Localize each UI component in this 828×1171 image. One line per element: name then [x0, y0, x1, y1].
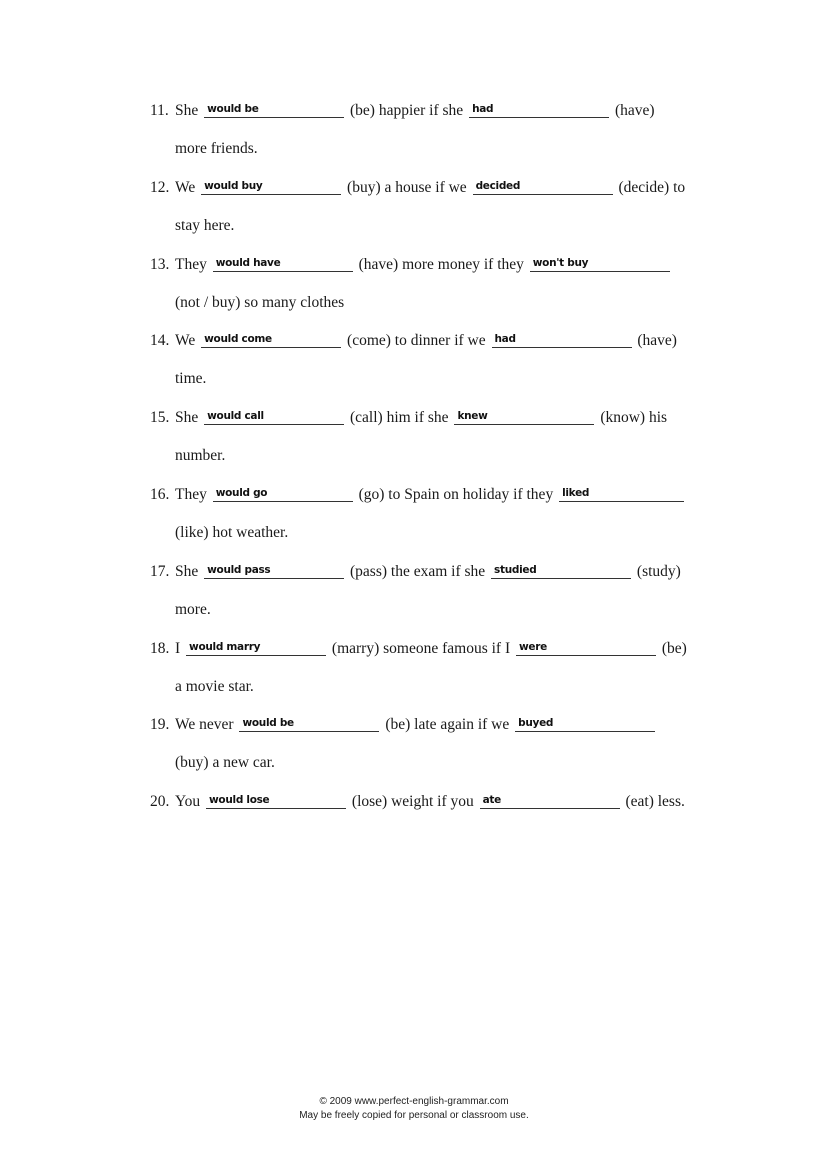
handwritten-answer: would have	[215, 257, 281, 269]
exercise-text: (lose) weight if you	[351, 793, 474, 810]
exercise-text: (have)	[637, 332, 677, 349]
exercise-subject: We	[175, 179, 196, 196]
answer-blank[interactable]	[201, 330, 341, 348]
handwritten-answer: studied	[494, 564, 537, 576]
exercise-subject: They	[175, 486, 207, 503]
handwritten-answer: knew	[457, 410, 488, 422]
exercise-text: (be) late again if we	[385, 716, 510, 733]
exercise-text: (have) more money if they	[358, 256, 524, 273]
exercise-number: 18.	[150, 640, 170, 657]
handwritten-answer: buyed	[518, 717, 554, 729]
handwritten-answer: liked	[562, 487, 590, 499]
exercise-text: (pass) the exam if she	[350, 563, 486, 580]
exercise-number: 16.	[150, 486, 170, 503]
answer-blank[interactable]	[491, 561, 631, 579]
answer-blank[interactable]	[186, 638, 326, 656]
answer-blank[interactable]	[213, 254, 353, 272]
exercise-continuation: a movie star.	[175, 678, 254, 695]
exercise-subject: You	[175, 793, 201, 810]
handwritten-answer: decided	[475, 180, 521, 192]
exercise-number: 15.	[150, 409, 170, 426]
exercise-text: (call) him if she	[350, 409, 449, 426]
exercise-number: 17.	[150, 563, 170, 580]
exercise-subject: She	[175, 409, 199, 426]
handwritten-answer: won't buy	[532, 257, 589, 269]
handwritten-answer: would be	[242, 717, 294, 729]
exercise-number: 13.	[150, 256, 170, 273]
exercise-number: 11.	[150, 102, 169, 119]
exercise-text: (eat) less.	[625, 793, 685, 810]
exercise-continuation: time.	[175, 370, 207, 387]
answer-blank[interactable]	[204, 100, 344, 118]
exercise-number: 19.	[150, 716, 170, 733]
exercise-line	[150, 406, 667, 430]
copyright-text: © 2009 www.perfect-english-grammar.com	[319, 1096, 509, 1107]
exercise-continuation: (buy) a new car.	[175, 754, 275, 771]
answer-blank[interactable]	[473, 177, 613, 195]
exercise-continuation: (not / buy) so many clothes	[175, 294, 345, 311]
answer-blank[interactable]	[516, 638, 656, 656]
answer-blank[interactable]	[201, 177, 341, 195]
exercise-line	[150, 790, 685, 814]
exercise-text: (have)	[614, 102, 655, 119]
exercise-text: (study)	[636, 563, 681, 580]
handwritten-answer: would marry	[189, 641, 261, 653]
handwritten-answer: had	[494, 333, 516, 345]
exercise-line	[150, 637, 687, 661]
exercise-line	[150, 99, 655, 123]
exercise-line	[150, 176, 685, 200]
handwritten-answer: would come	[204, 333, 272, 345]
answer-blank[interactable]	[454, 407, 594, 425]
answer-blank[interactable]	[206, 791, 346, 809]
exercise-continuation: (like) hot weather.	[175, 524, 289, 541]
exercise-text: (know) his	[600, 409, 668, 426]
answer-blank[interactable]	[559, 484, 684, 502]
exercise-number: 14.	[150, 332, 170, 349]
handwritten-answer: ate	[482, 794, 501, 806]
exercise-text: (decide) to	[618, 179, 686, 196]
answer-blank[interactable]	[204, 561, 344, 579]
answer-blank[interactable]	[239, 714, 379, 732]
answer-blank[interactable]	[480, 791, 620, 809]
exercise-subject: We	[175, 332, 196, 349]
exercise-number: 20.	[150, 793, 170, 810]
handwritten-answer: would pass	[207, 564, 271, 576]
exercise-continuation: stay here.	[175, 217, 235, 234]
exercise-line	[150, 713, 657, 737]
exercise-text: (be)	[661, 640, 687, 657]
exercise-subject: They	[175, 256, 207, 273]
exercise-text: (buy) a house if we	[347, 179, 467, 196]
answer-blank[interactable]	[204, 407, 344, 425]
exercise-continuation: more friends.	[175, 140, 258, 157]
handwritten-answer: were	[519, 641, 547, 653]
exercise-subject: We never	[175, 716, 234, 733]
handwritten-answer: would go	[215, 487, 268, 499]
answer-blank[interactable]	[492, 330, 632, 348]
answer-blank[interactable]	[515, 714, 655, 732]
page-footer	[0, 1095, 828, 1123]
exercise-subject: She	[175, 563, 199, 580]
answer-blank[interactable]	[213, 484, 353, 502]
handwritten-answer: would be	[207, 103, 259, 115]
handwritten-answer: would call	[207, 410, 264, 422]
exercise-number: 12.	[150, 179, 170, 196]
exercise-line	[150, 483, 686, 507]
handwritten-answer: had	[472, 103, 494, 115]
exercise-line	[150, 560, 681, 584]
answer-blank[interactable]	[469, 100, 609, 118]
exercise-text: (come) to dinner if we	[347, 332, 486, 349]
exercise-subject: She	[175, 102, 199, 119]
exercise-subject: I	[175, 640, 181, 657]
handwritten-answer: would lose	[209, 794, 270, 806]
answer-blank[interactable]	[530, 254, 670, 272]
usage-note: May be freely copied for personal or classroom use.	[299, 1110, 529, 1121]
exercise-line	[150, 253, 672, 277]
handwritten-answer: would buy	[204, 180, 263, 192]
exercise-continuation: more.	[175, 601, 211, 618]
exercise-text: (marry) someone famous if I	[331, 640, 511, 657]
exercise-line	[150, 329, 677, 353]
exercise-text: (be) happier if she	[350, 102, 464, 119]
exercise-text: (go) to Spain on holiday if they	[358, 486, 554, 503]
exercise-continuation: number.	[175, 447, 226, 464]
